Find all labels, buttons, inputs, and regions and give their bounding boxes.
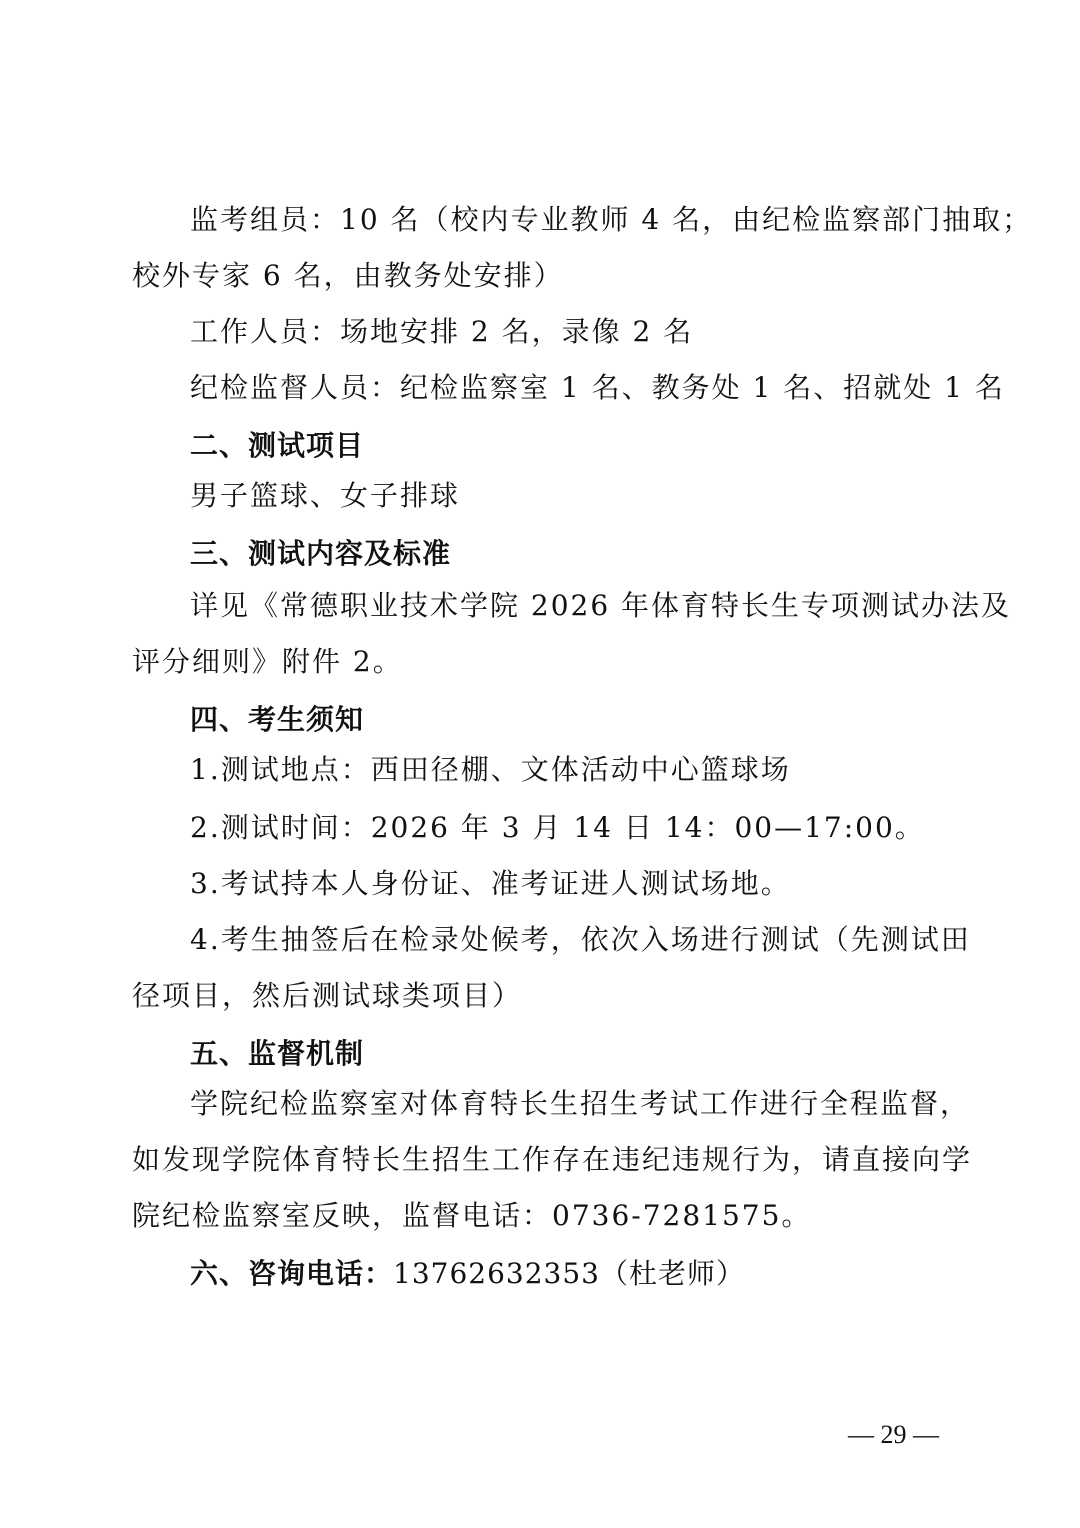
notice-item-time: 2.测试时间：2026 年 3 月 14 日 14：00—17:00。 (190, 811, 925, 844)
notice-item-procedure-line2: 径项目，然后测试球类项目） (132, 979, 523, 1012)
notice-item-procedure-line1: 4.考生抽签后在检录处候考，依次入场进行测试（先测试田 (190, 923, 971, 956)
paragraph-staff: 工作人员：场地安排 2 名，录像 2 名 (190, 315, 694, 348)
paragraph-supervisors: 纪检监督人员：纪检监察室 1 名、教务处 1 名、招就处 1 名 (190, 371, 1005, 404)
section-heading-test-items: 二、测试项目 (190, 429, 365, 462)
consultation-phone-number: 13762632353（杜老师） (393, 1257, 745, 1290)
paragraph-supervision-line1: 学院纪检监察室对体育特长生招生考试工作进行全程监督， (190, 1087, 971, 1120)
paragraph-supervision-line3: 院纪检监察室反映，监督电话：0736-7281575。 (132, 1199, 812, 1232)
paragraph-invigilators-line2: 校外专家 6 名，由教务处安排） (132, 259, 564, 292)
section-heading-content-standards: 三、测试内容及标准 (190, 537, 452, 570)
paragraph-content-line2: 评分细则》附件 2。 (132, 645, 403, 678)
section-heading-consultation-phone (190, 1256, 745, 1292)
page-number: — 29 — (848, 1420, 939, 1449)
paragraph-invigilators-line1: 监考组员：10 名（校内专业教师 4 名，由纪检监察部门抽取； (190, 203, 1033, 236)
paragraph-test-items: 男子篮球、女子排球 (190, 479, 461, 512)
notice-item-documents: 3.考试持本人身份证、准考证进人测试场地。 (190, 867, 791, 900)
paragraph-content-line1: 详见《常德职业技术学院 2026 年体育特长生专项测试办法及 (190, 589, 1012, 622)
section-heading-supervision: 五、监督机制 (190, 1037, 365, 1070)
consultation-label: 六、咨询电话： (190, 1257, 394, 1290)
paragraph-supervision-line2: 如发现学院体育特长生招生工作存在违纪违规行为，请直接向学 (132, 1143, 973, 1176)
notice-item-location: 1.测试地点：西田径棚、文体活动中心篮球场 (190, 753, 791, 786)
section-heading-candidate-notice: 四、考生须知 (190, 703, 365, 736)
